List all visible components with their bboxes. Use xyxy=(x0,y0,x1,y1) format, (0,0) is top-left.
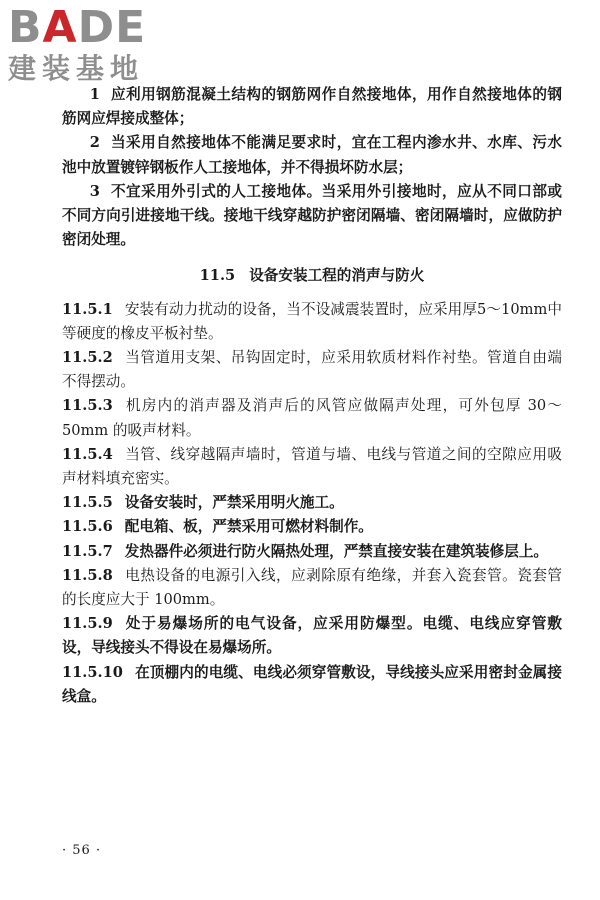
page-number: · 56 · xyxy=(62,843,102,858)
section-heading: 11.5 设备安装工程的消声与防火 xyxy=(199,267,425,285)
logo-subtitle: 建装基地 xyxy=(8,52,145,85)
clause-mandatory: 11.5.6 配电箱、板，严禁采用可燃材料制作。 xyxy=(62,518,373,536)
list-item: 2 当采用自然接地体不能满足要求时，宜在工程内渗水井、水库、污水池中放置镀锌钢板作人工接地体，并不得损坏防水层； xyxy=(62,134,562,176)
clause-mandatory: 11.5.10 在顶棚内的电缆、电线必须穿管敷设，导线接头应采用密封金属接线盒。 xyxy=(62,663,562,705)
document-body xyxy=(62,83,562,709)
clause: 11.5.1 安装有动力扰动的设备，当不设减震装置时，应采用厚5～10mm中等硬度的橡皮平板衬垫。 xyxy=(62,300,562,342)
clause-mandatory: 11.5.5 设备安装时，严禁采用明火施工。 xyxy=(62,494,344,512)
clause-mandatory: 11.5.9 处于易爆场所的电气设备，应采用防爆型。电缆、电线应穿管敷设，导线接头不得设在易爆场所。 xyxy=(62,615,562,657)
clause: 11.5.3 机房内的消声器及消声后的风管应做隔声处理，可外包厚 30～50mm 的吸声材料。 xyxy=(62,397,562,439)
list-item: 3 不宜采用外引式的人工接地体。当采用外引接地时，应从不同口部或不同方向引进接地干线。接地干线穿越防护密闭隔墙、密闭隔墙时，应做防护密闭处理。 xyxy=(62,182,562,249)
logo-wordmark: BADE xyxy=(8,2,147,53)
clause: 11.5.8 电热设备的电源引入线，应剥除原有绝缘，并套入瓷套管。瓷套管的长度应大于 100mm。 xyxy=(62,566,562,609)
clause: 11.5.4 当管、线穿越隔声墙时，管道与墙、电线与管道之间的空隙应用吸声材料填充密实。 xyxy=(62,445,562,488)
clause-mandatory: 11.5.7 发热器件必须进行防火隔热处理，严禁直接安装在建筑装修层上。 xyxy=(62,542,549,560)
list-item: 1 应利用钢筋混凝土结构的钢筋网作自然接地体，用作自然接地体的钢筋网应焊接成整体； xyxy=(62,86,562,128)
clause: 11.5.2 当管道用支架、吊钩固定时，应采用软质材料作衬垫。管道自由端不得摆动。 xyxy=(62,349,562,391)
